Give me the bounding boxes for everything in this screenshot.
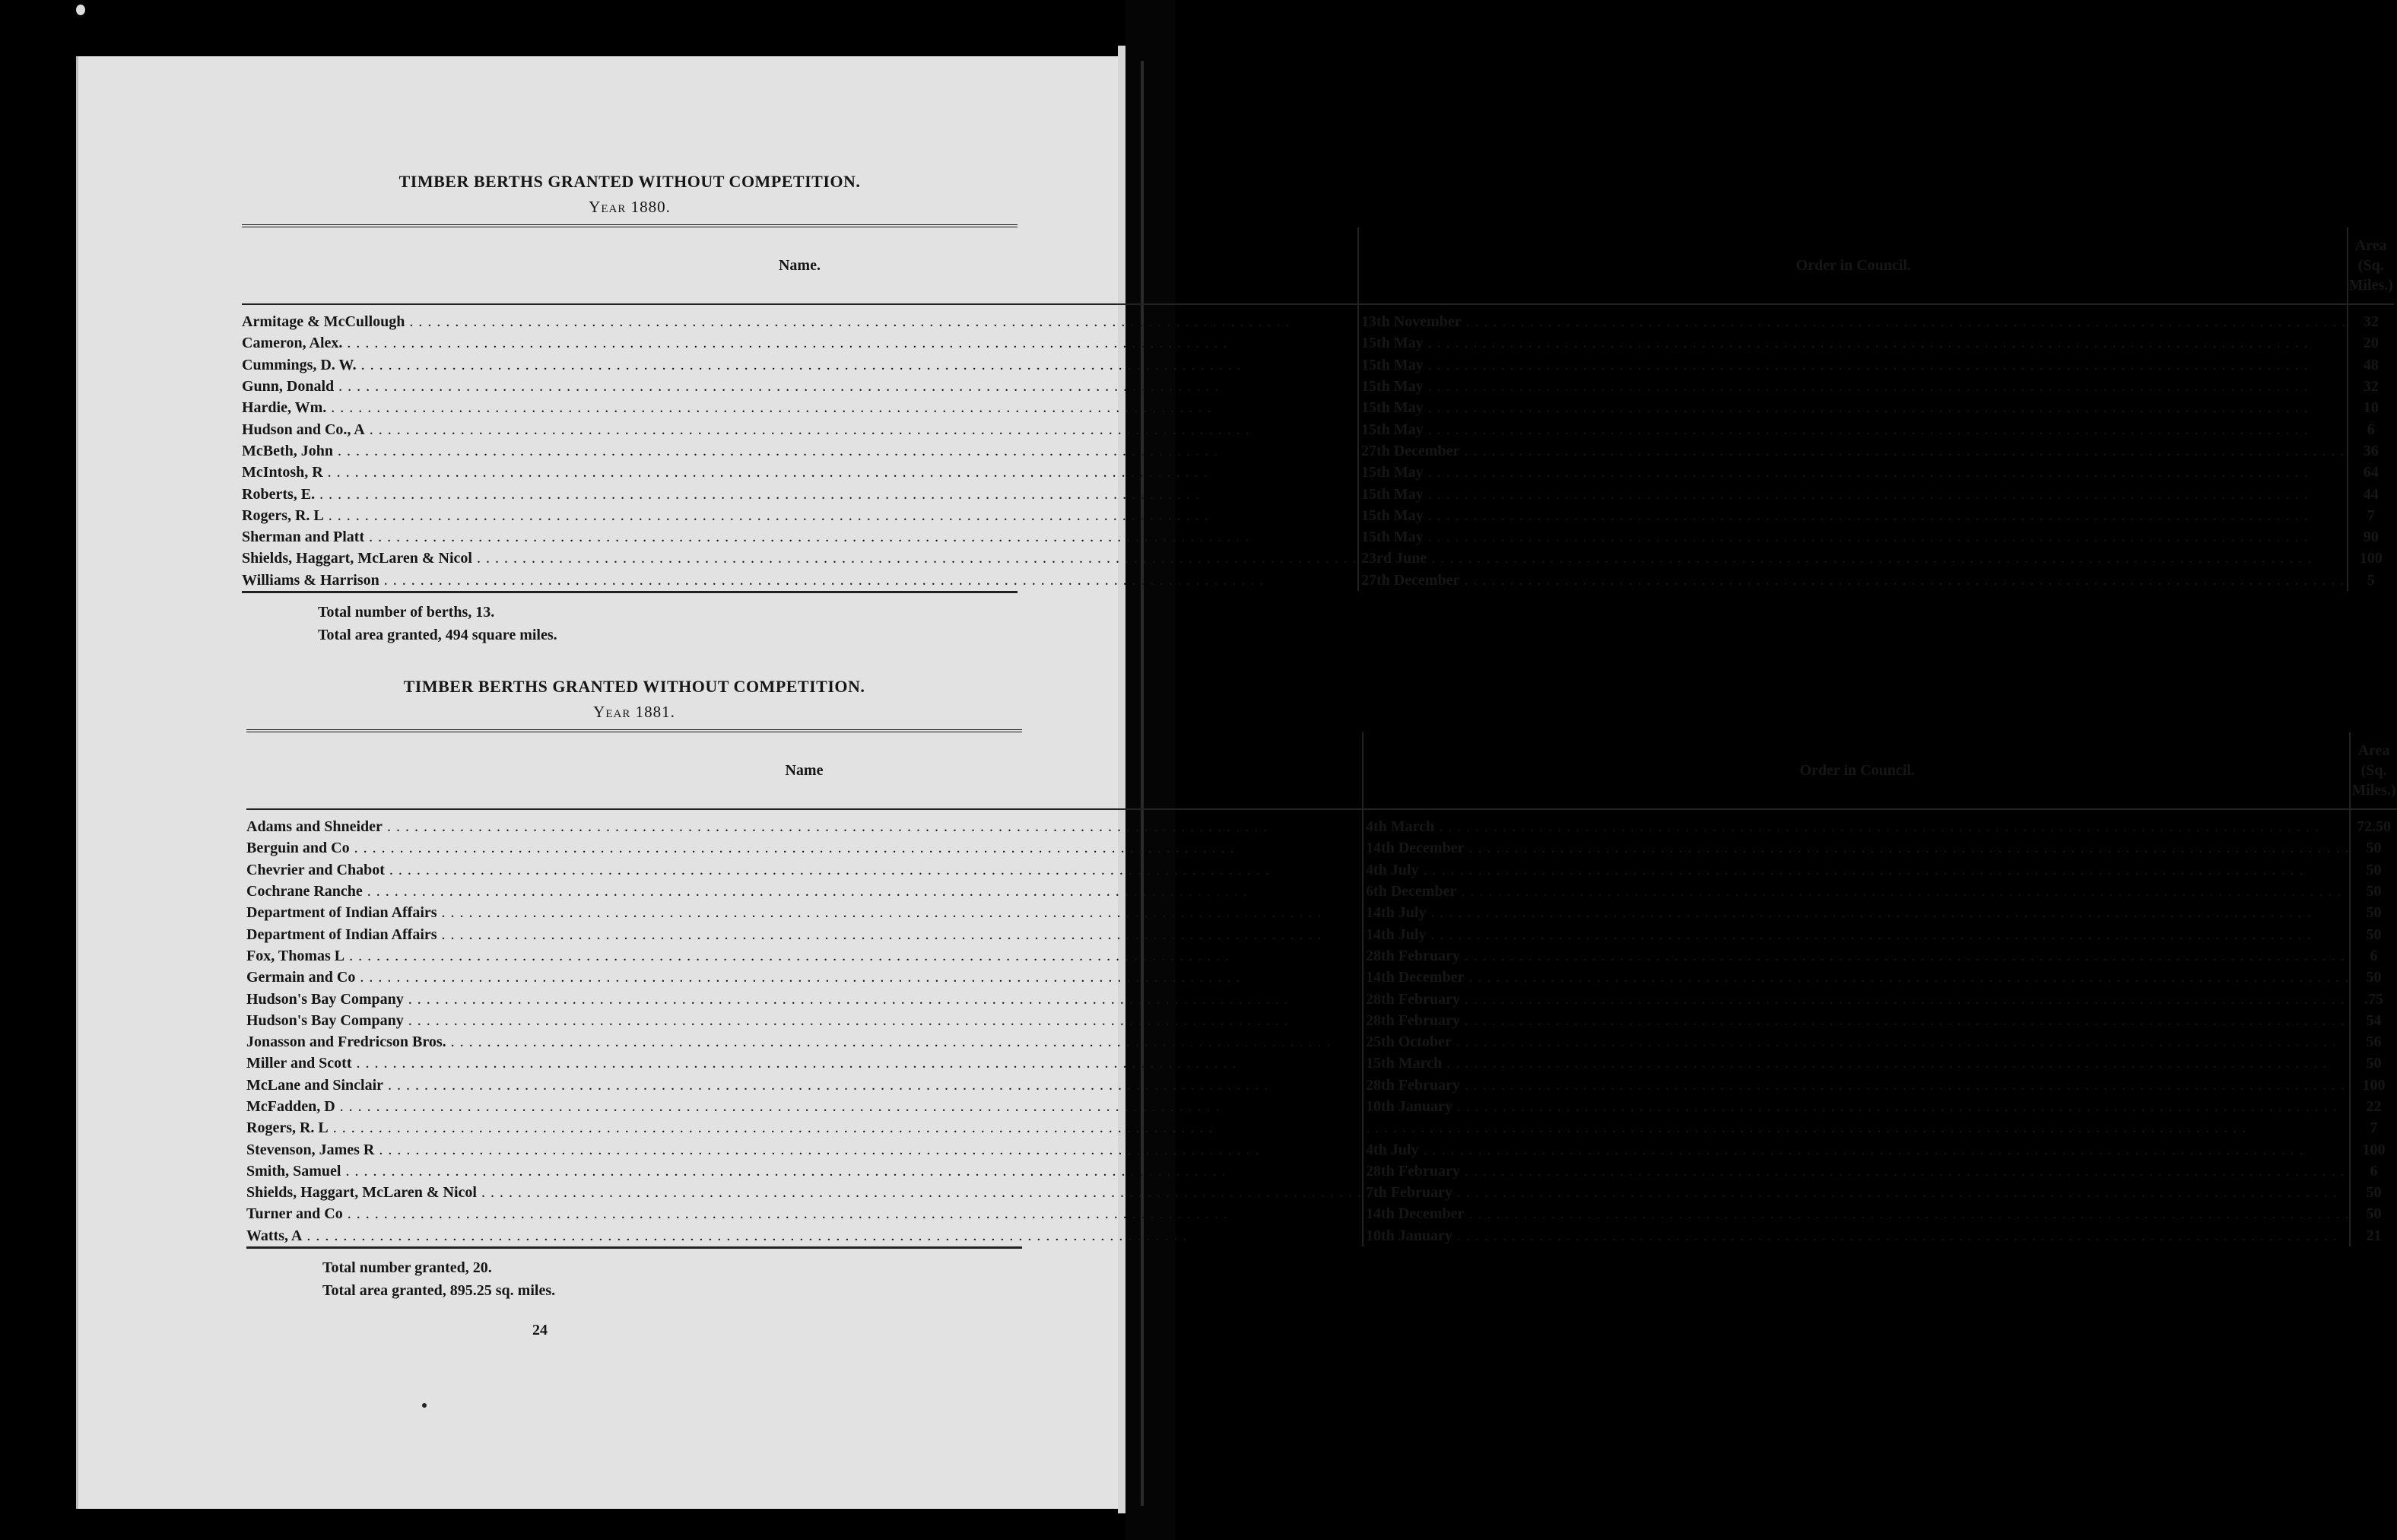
bottom-rule [246, 1246, 1022, 1249]
cell-name: Fox, Thomas L . . . [246, 945, 1363, 967]
cell-order: 27th December . . . [1358, 570, 2348, 591]
table-row [246, 881, 2397, 902]
cell-name: Chevrier and Chabot . . . [246, 859, 1363, 881]
year-value: 1881. [635, 703, 675, 721]
table-row [246, 1010, 2397, 1031]
cell-order: 15th May . . . [1358, 483, 2348, 504]
cell-area: 50 [2366, 1205, 2382, 1223]
cell-area: 6 [2367, 421, 2375, 438]
table-row [242, 440, 2394, 462]
cell-name: McFadden, D . . . [246, 1096, 1363, 1117]
table-year [242, 198, 1018, 217]
cell-name: Cameron, Alex. . . . [242, 332, 1358, 354]
cell-order: 15th May . . . [1358, 526, 2348, 548]
cell-name: Hudson's Bay Company . . . [246, 988, 1363, 1009]
header-name: Name [246, 732, 1363, 809]
cell-name: Department of Indian Affairs . . . [246, 902, 1363, 923]
cell-order: 14th July . . . [1363, 902, 2350, 923]
cell-order: 15th May . . . [1358, 462, 2348, 483]
cell-name: Cummings, D. W. . . . [242, 354, 1358, 376]
cell-order: 14th December . . . [1363, 1203, 2350, 1224]
cell-order: 14th December . . . [1363, 967, 2350, 988]
cell-area: 6 [2370, 947, 2378, 964]
cell-area: 64 [2363, 464, 2379, 481]
totals [322, 1256, 1022, 1302]
table-row [242, 418, 2394, 440]
cell-area: 50 [2366, 926, 2382, 943]
cell-area: 54 [2366, 1011, 2382, 1029]
cell-area: 50 [2366, 883, 2382, 900]
cell-name: Adams and Shneider . . . [246, 809, 1363, 837]
cell-order: 15th May . . . [1358, 397, 2348, 418]
cell-order: 4th March . . . [1363, 809, 2350, 837]
table-row [246, 1182, 2397, 1203]
cell-order: 10th January . . . [1363, 1096, 2350, 1117]
total-area: Total area granted, 895.25 sq. miles. [322, 1281, 556, 1299]
table-row [246, 967, 2397, 988]
cell-name: Gunn, Donald . . . [242, 376, 1358, 397]
table-section-1881 [246, 677, 2396, 1302]
table-row [242, 376, 2394, 397]
cell-area: 7 [2367, 506, 2375, 524]
table-row [242, 548, 2394, 569]
cell-name: Williams & Harrison . . . [242, 570, 1358, 591]
cell-area: 5 [2367, 571, 2375, 589]
cell-order: 27th December . . . [1358, 440, 2348, 462]
cell-order: 28th February . . . [1363, 1010, 2350, 1031]
table-body [242, 304, 2394, 591]
cell-area: 56 [2366, 1034, 2382, 1051]
table-row [246, 859, 2397, 881]
cell-area: 32 [2363, 378, 2379, 395]
table-row [246, 1031, 2397, 1053]
cell-order: 15th May . . . [1358, 376, 2348, 397]
cell-order: 6th December . . . [1363, 881, 2350, 902]
cell-order: 15th May . . . [1358, 505, 2348, 526]
cell-area: 50 [2366, 904, 2382, 922]
table-row [242, 332, 2394, 354]
cell-area: 6 [2370, 1162, 2378, 1180]
year-label: Year [593, 703, 631, 721]
table-row [246, 1225, 2397, 1246]
header-row [242, 227, 2394, 304]
cell-name: Watts, A . . . [246, 1225, 1363, 1246]
cell-area: 22 [2366, 1098, 2382, 1115]
cell-order: 13th November . . . [1358, 304, 2348, 332]
cell-area: 50 [2366, 861, 2382, 878]
cell-order: 7th February . . . [1363, 1182, 2350, 1203]
header-area: Area (Sq. Miles.) [2350, 732, 2396, 809]
cell-area: 10 [2363, 399, 2379, 417]
cell-area: 50 [2366, 1184, 2382, 1202]
cell-order: 28th February . . . [1363, 1161, 2350, 1182]
cell-name: Hudson and Co., A . . . [242, 418, 1358, 440]
table-row [246, 1075, 2397, 1096]
total-berths: Total number of berths, 13. [318, 603, 495, 621]
table-row [242, 570, 2394, 591]
cell-order: 14th July . . . [1363, 923, 2350, 945]
table-row [242, 483, 2394, 504]
cell-name: Germain and Co . . . [246, 967, 1363, 988]
year-value: 1880. [630, 198, 671, 216]
table-row [246, 1053, 2397, 1074]
header-row [246, 732, 2397, 809]
cell-order: 28th February . . . [1363, 988, 2350, 1009]
total-berths: Total number granted, 20. [322, 1259, 492, 1276]
cell-area: 21 [2366, 1227, 2382, 1244]
table-row [246, 988, 2397, 1009]
table-row [246, 902, 2397, 923]
table-row [246, 1203, 2397, 1224]
cell-name: Miller and Scott . . . [246, 1053, 1363, 1074]
cell-order: 23rd June . . . [1358, 548, 2348, 569]
scan-speck [76, 5, 85, 15]
berths-table [242, 227, 2394, 591]
total-area: Total area granted, 494 square miles. [318, 626, 557, 643]
cell-order: 15th May . . . [1358, 332, 2348, 354]
cell-name: Turner and Co . . . [246, 1203, 1363, 1224]
cell-order [1363, 1117, 2350, 1138]
table-row [246, 1161, 2397, 1182]
table-row [246, 1117, 2397, 1138]
cell-name: Roberts, E. . . . [242, 483, 1358, 504]
cell-name: Department of Indian Affairs . . . [246, 923, 1363, 945]
cell-name: Shields, Haggart, McLaren & Nicol . . . [242, 548, 1358, 569]
cell-name: Jonasson and Fredricson Bros. . . . [246, 1031, 1363, 1053]
cell-area: 44 [2363, 485, 2379, 503]
cell-order: 15th May . . . [1358, 354, 2348, 376]
cell-area: 100 [2362, 1141, 2386, 1158]
cell-order: 10th January . . . [1363, 1225, 2350, 1246]
table-section-1880 [242, 172, 2393, 646]
table-row [246, 945, 2397, 967]
cell-area: 100 [2359, 550, 2383, 567]
header-area: Area (Sq. Miles.) [2348, 227, 2394, 304]
cell-area: 100 [2362, 1076, 2386, 1094]
cell-order: 4th July . . . [1363, 859, 2350, 881]
table-row [242, 462, 2394, 483]
cell-area: 50 [2366, 1055, 2382, 1072]
cell-area: 36 [2363, 442, 2379, 459]
cell-name: Hardie, Wm. . . . [242, 397, 1358, 418]
cell-name: Armitage & McCullough . . . [242, 304, 1358, 332]
cell-name: Smith, Samuel . . . [246, 1161, 1363, 1182]
cell-name: Berguin and Co . . . [246, 837, 1363, 859]
cell-area: 32 [2363, 313, 2379, 331]
cell-order: 15th May . . . [1358, 418, 2348, 440]
cell-name: Hudson's Bay Company . . . [246, 1010, 1363, 1031]
table-row [246, 837, 2397, 859]
berths-table [246, 732, 2397, 1246]
table-row [246, 809, 2397, 837]
cell-area: 72.50 [2357, 818, 2392, 836]
cell-name: Rogers, R. L . . . [246, 1117, 1363, 1138]
cell-order: 15th March . . . [1363, 1053, 2350, 1074]
cell-name: McBeth, John . . . [242, 440, 1358, 462]
cell-name: Sherman and Platt . . . [242, 526, 1358, 548]
header-order: Order in Council. [1358, 227, 2348, 304]
table-row [242, 354, 2394, 376]
header-order: Order in Council. [1363, 732, 2350, 809]
cell-name: McIntosh, R . . . [242, 462, 1358, 483]
cell-order: 28th February . . . [1363, 1075, 2350, 1096]
table-row [246, 923, 2397, 945]
cell-name: Shields, Haggart, McLaren & Nicol . . . [246, 1182, 1363, 1203]
cell-order: 28th February . . . [1363, 945, 2350, 967]
header-name: Name. [242, 227, 1358, 304]
cell-order: 25th October . . . [1363, 1031, 2350, 1053]
cell-area: 20 [2363, 335, 2379, 352]
year-label: Year [589, 198, 627, 216]
page-number: 24 [532, 1322, 548, 1338]
table-row [242, 505, 2394, 526]
table-row [246, 1096, 2397, 1117]
table-title: TIMBER BERTHS GRANTED WITHOUT COMPETITION. [398, 172, 861, 191]
cell-area: 7 [2370, 1119, 2378, 1137]
cell-area: 50 [2366, 840, 2382, 857]
cell-area: .75 [2364, 990, 2384, 1008]
cell-name: Stevenson, James R . . . [246, 1138, 1363, 1160]
table-row [242, 397, 2394, 418]
totals [318, 601, 1018, 646]
cell-name: Cochrane Ranche . . . [246, 881, 1363, 902]
table-row [246, 1138, 2397, 1160]
cell-area: 48 [2363, 356, 2379, 373]
table-row [242, 304, 2394, 332]
cell-area: 90 [2363, 529, 2379, 546]
table-row [242, 526, 2394, 548]
cell-name: Rogers, R. L . . . [242, 505, 1358, 526]
table-title: TIMBER BERTHS GRANTED WITHOUT COMPETITION. [403, 677, 865, 696]
scan-speck [422, 1403, 427, 1408]
cell-order: 4th July . . . [1363, 1138, 2350, 1160]
cell-order: 14th December . . . [1363, 837, 2350, 859]
bottom-rule [242, 591, 1018, 593]
cell-area: 50 [2366, 969, 2382, 986]
table-year [246, 703, 1022, 722]
cell-name: McLane and Sinclair . . . [246, 1075, 1363, 1096]
table-body [246, 809, 2397, 1246]
